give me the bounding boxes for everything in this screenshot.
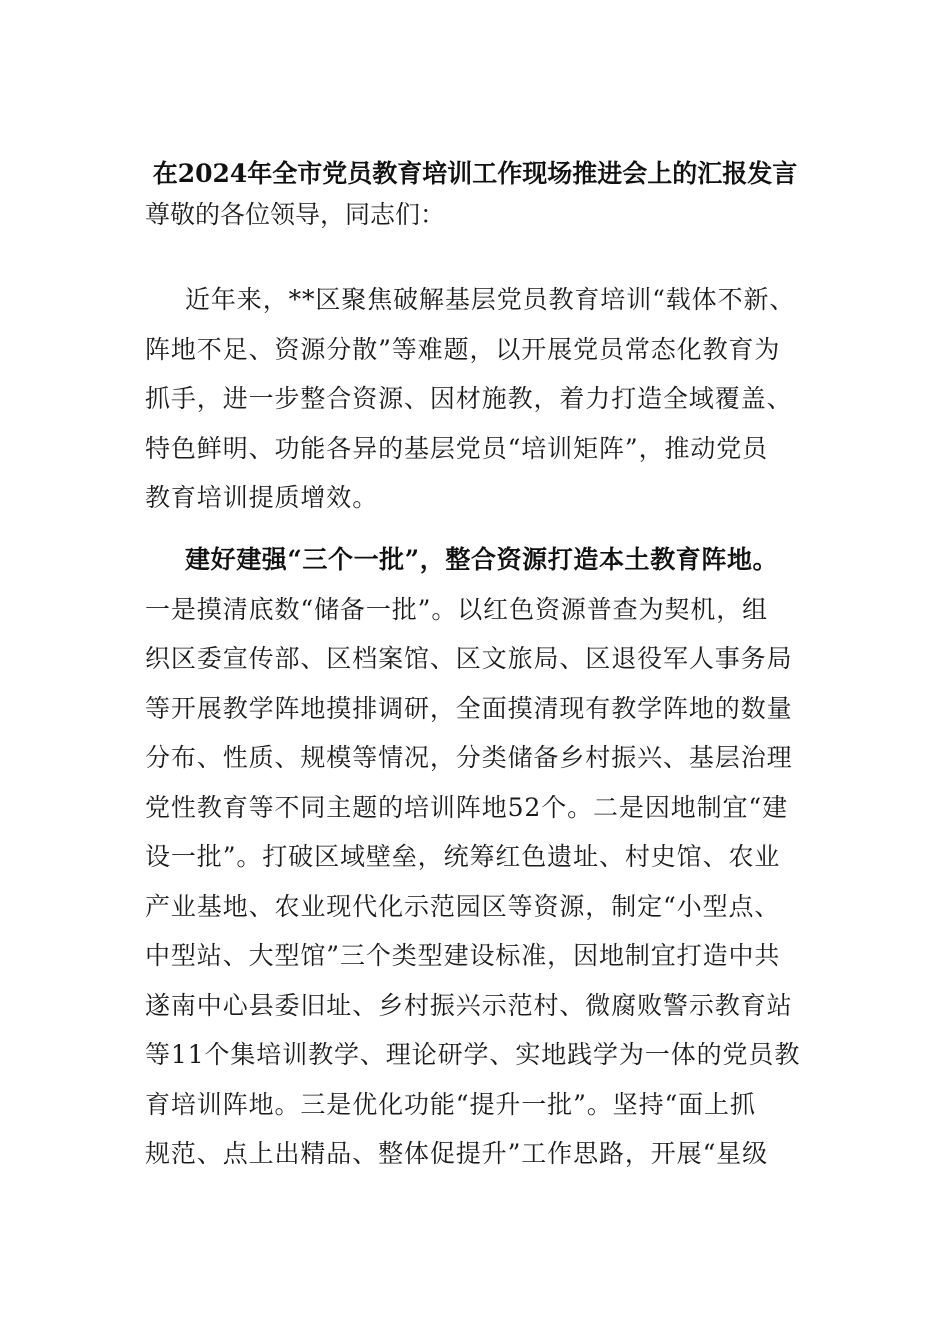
salutation: 尊敬的各位领导，同志们： <box>145 200 446 229</box>
paragraph-line: 党性教育等不同主题的培训阵地52个。二是因地制宜“建 <box>145 792 788 822</box>
paragraph-line: 阵地不足、资源分散”等难题，以开展党员常态化教育为 <box>145 334 781 364</box>
paragraph-line: 分布、性质、规模等情况，分类储备乡村振兴、基层治理 <box>145 743 793 772</box>
paragraph-line: 等11个集培训教学、理论研学、实地践学为一体的党员教 <box>145 1040 801 1069</box>
paragraph-line: 规范、点上出精品、整体促提升”工作思路，开展“星级 <box>145 1139 769 1168</box>
paragraph-line: 产业基地、农业现代化示范园区等资源，制定“小型点、 <box>145 891 781 921</box>
intro-paragraph <box>145 275 805 523</box>
paragraph-line: 设一批”。打破区域壁垒，统筹红色遗址、村史馆、农业 <box>145 842 781 871</box>
paragraph-line: 一是摸清底数“储备一批”。以红色资源普查为契机，组 <box>145 594 769 624</box>
document-title: 在2024年全市党员教育培训工作现场推进会上的汇报发言 <box>152 159 798 188</box>
paragraph-line: 近年来，**区聚焦破解基层党员教育培训“载体不新、 <box>185 285 796 314</box>
paragraph-line: 特色鲜明、功能各异的基层党员“培训矩阵”，推动党员 <box>145 433 769 463</box>
paragraph-line: 育培训阵地。三是优化功能“提升一批”。坚持“面上抓 <box>145 1089 756 1119</box>
section-one <box>145 535 805 1179</box>
paragraph-line: 抓手，进一步整合资源、因材施教，着力打造全域覆盖、 <box>145 384 793 413</box>
paragraph-line: 中型站、大型馆”三个类型建设标准，因地制宜打造中共 <box>145 941 781 970</box>
paragraph-line: 织区委宣传部、区档案馆、区文旅局、区退役军人事务局 <box>145 644 793 673</box>
paragraph-line: 遂南中心县委旧址、乡村振兴示范村、微腐败警示教育站 <box>145 990 793 1020</box>
section-heading: 建好建强“三个一批”，整合资源打造本土教育阵地。 <box>185 545 779 574</box>
paragraph-line: 等开展教学阵地摸排调研，全面摸清现有教学阵地的数量 <box>145 693 793 723</box>
paragraph-line: 教育培训提质增效。 <box>145 483 379 512</box>
